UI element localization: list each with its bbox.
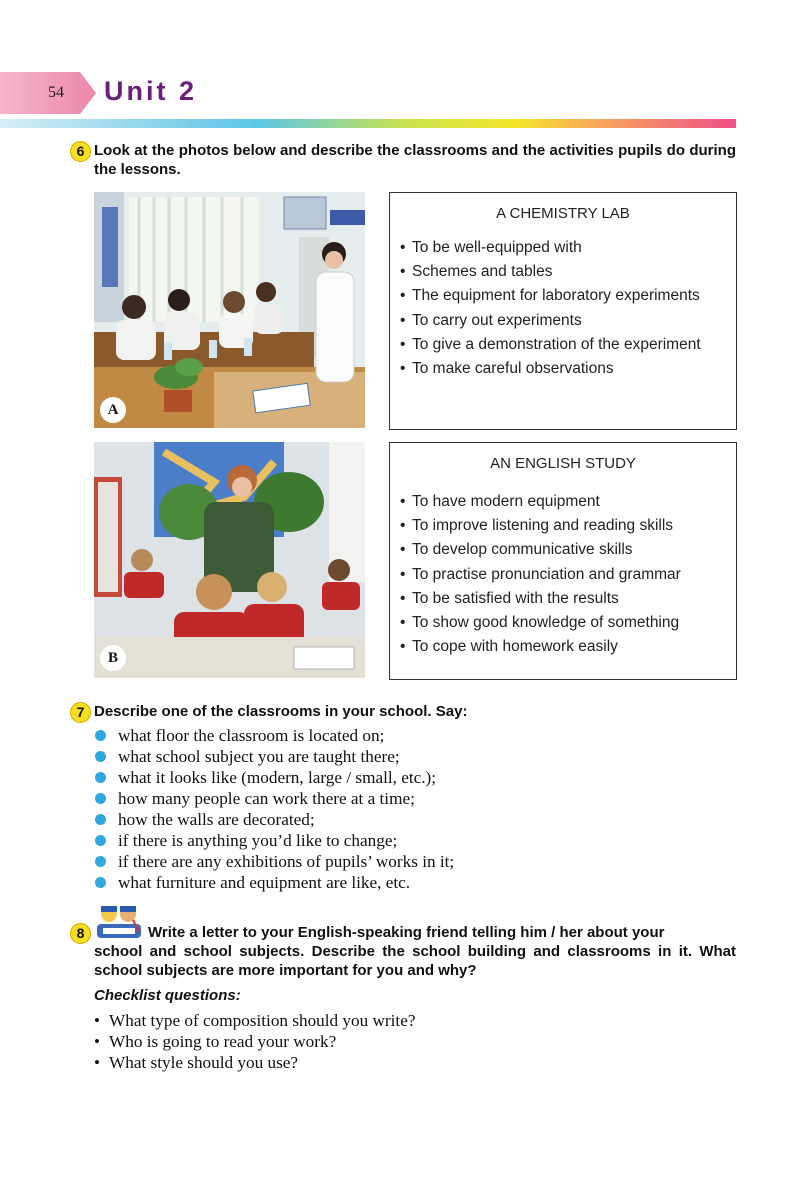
english-study-photo — [94, 442, 365, 678]
bullet-icon — [95, 793, 106, 804]
list-item: • To be satisfied with the results — [400, 587, 736, 611]
exercise-6-badge: 6 — [70, 141, 91, 162]
list-item: • To show good knowledge of something — [400, 611, 736, 635]
bullet-icon — [95, 751, 106, 762]
rainbow-divider — [0, 119, 736, 128]
unit-title: Unit 2 — [104, 76, 198, 106]
exercise-8-instruction: school and school subjects. Describe the school building and classrooms in it. What school subjects are more important for you and why? — [94, 943, 736, 979]
english-study-box — [389, 442, 737, 680]
bullet-icon — [95, 877, 106, 888]
bullet-icon — [95, 730, 106, 741]
english-study-title: AN ENGLISH STUDY — [490, 455, 636, 472]
english-study-list — [390, 490, 736, 659]
list-item: • To be well-equipped with — [400, 236, 736, 260]
bullet-icon — [95, 814, 106, 825]
list-item: what it looks like (modern, large / small, etc.); — [94, 767, 454, 788]
photo-b-label: B — [100, 645, 126, 671]
list-item: • To cope with homework easily — [400, 635, 736, 659]
exercise-7-instruction: Describe one of the classrooms in your school. Say: — [94, 703, 468, 720]
chemistry-lab-box — [389, 192, 737, 430]
list-item: • To give a demonstration of the experiment — [400, 333, 736, 357]
bullet-icon — [95, 856, 106, 867]
page-number: 54 — [48, 84, 64, 101]
chemistry-lab-list — [390, 236, 736, 381]
list-item: what school subject you are taught there; — [94, 746, 454, 767]
chemistry-lab-title: A CHEMISTRY LAB — [496, 205, 630, 222]
list-item: what furniture and equipment are like, etc. — [94, 872, 454, 893]
list-item: • To carry out experiments — [400, 309, 736, 333]
writing-pupils-icon — [95, 902, 143, 942]
list-item: • To have modern equipment — [400, 490, 736, 514]
bullet-icon — [95, 835, 106, 846]
list-item: how many people can work there at a time; — [94, 788, 454, 809]
chemistry-lab-illustration — [94, 192, 365, 428]
bullet-icon — [95, 772, 106, 783]
list-item: • Who is going to read your work? — [94, 1031, 415, 1052]
checklist-title: Checklist questions: — [94, 987, 241, 1004]
photo-a-label: A — [100, 397, 126, 423]
list-item: • To practise pronunciation and grammar — [400, 563, 736, 587]
list-item: • To develop communicative skills — [400, 538, 736, 562]
list-item: • To improve listening and reading skills — [400, 514, 736, 538]
exercise-7-badge: 7 — [70, 702, 91, 723]
exercise-8-badge: 8 — [70, 923, 91, 944]
list-item: if there are any exhibitions of pupils’ works in it; — [94, 851, 454, 872]
list-item: how the walls are decorated; — [94, 809, 454, 830]
checklist — [94, 1010, 415, 1073]
exercise-7-list — [94, 725, 454, 893]
chemistry-lab-photo — [94, 192, 365, 428]
list-item: • Schemes and tables — [400, 260, 736, 284]
english-study-illustration — [94, 442, 365, 678]
list-item: • To make careful observations — [400, 357, 736, 381]
list-item: what floor the classroom is located on; — [94, 725, 454, 746]
list-item: • What style should you use? — [94, 1052, 415, 1073]
list-item: • The equipment for laboratory experiments — [400, 284, 736, 308]
exercise-6-instruction: Look at the photos below and describe the classrooms and the activities pupils do during the lessons. — [94, 142, 736, 178]
list-item: • What type of composition should you write? — [94, 1010, 415, 1031]
list-item: if there is anything you’d like to change; — [94, 830, 454, 851]
exercise-8-instruction-line1: Write a letter to your English-speaking friend telling him / her about your — [148, 924, 665, 941]
